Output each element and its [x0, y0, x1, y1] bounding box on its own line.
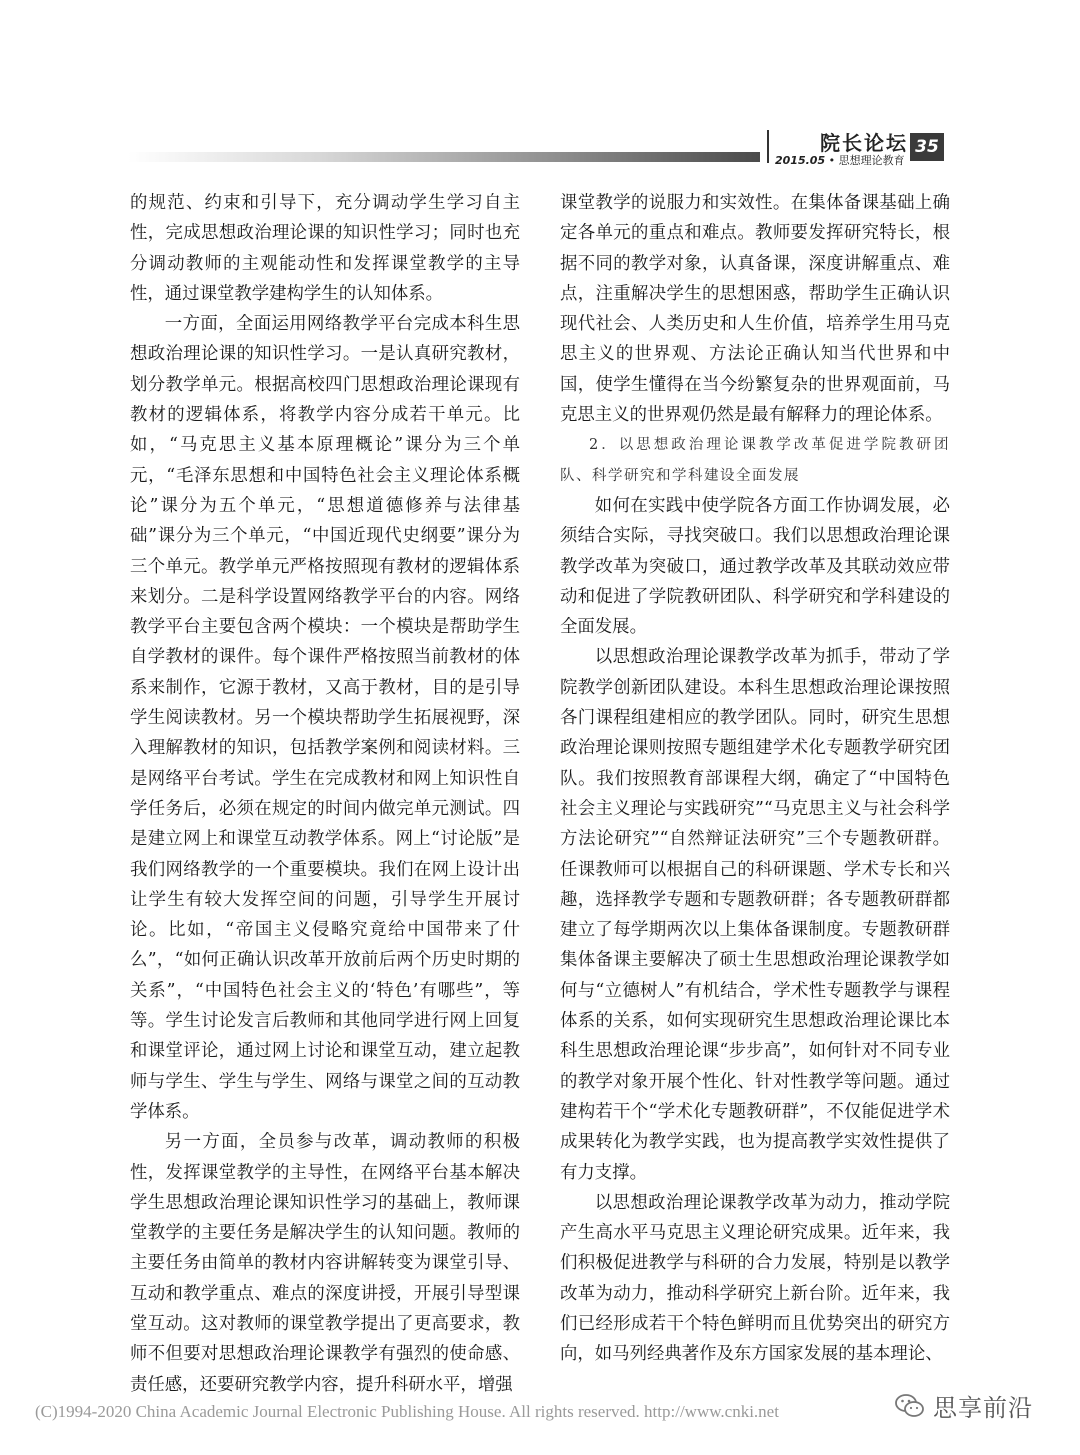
issue-date: 2015.05: [775, 154, 826, 167]
issue-bullet: •: [828, 154, 836, 167]
paragraph: 以思想政治理论课教学改革为动力，推动学院产生高水平马克思主义理论研究成果。近年来，我们积极促进教学与科研的合力发展，特别是以教学改革为动力，推动科学研究上新台阶。近年来，我们已经形成若干个特色鲜明而且优势突出的研究方向，如马列经典著作及东方国家发展的基本理论、: [560, 1192, 950, 1365]
header-divider: [767, 130, 769, 163]
wechat-icon: [895, 1393, 925, 1419]
journal-name: 思想理论教育: [838, 154, 905, 167]
paragraph: 的规范、约束和引导下，充分调动学生学习自主性，完成思想政治理论课的知识性学习；同时也充分调动教师的主观能动性和发挥课堂教学的主导性，通过课堂教学建构学生的认知体系。: [130, 193, 520, 304]
right-column: [560, 188, 950, 1370]
subheading: 2．以思想政治理论课教学改革促进学院教研团队、科学研究和学科建设全面发展: [560, 437, 950, 484]
paragraph: 一方面，全面运用网络教学平台完成本科生思想政治理论课的知识性学习。一是认真研究教材，划分教学单元。根据高校四门思想政治理论课现有教材的逻辑体系，将教学内容分成若干单元。比如，“马克思主义基本原理概论”课分为三个单元，“毛泽东思想和中国特色社会主义理论体系概论”课分为五个单元，“思想道德修养与法律基础”课分为三个单元，“中国近现代史纲要”课分为三个单元。教学单元严格按照现有教材的逻辑体系来划分。二是科学设置网络教学平台的内容。网络教学平台主要包含两个模块：一个模块是帮助学生自学教材的课件。每个课件严格按照当前教材的体系来制作，它源于教材，又高于教材，目的是引导学生阅读教材。另一个模块帮助学生拓展视野，深入理解教材的知识，包括教学案例和阅读材料。三是网络平台考试。学生在完成教材和网上知识性自学任务后，必须在规定的时间内做完单元测试。四是建立网上和课堂互动教学体系。网上“讨论版”是我们网络教学的一个重要模块。我们在网上设计出让学生有较大发挥空间的问题，引导学生开展讨论。比如，“帝国主义侵略究竟给中国带来了什么”，“如何正确认识改革开放前后两个历史时期的关系”，“中国特色社会主义的‘特色’有哪些”，等等。学生讨论发言后教师和其他同学进行网上回复和课堂评论，通过网上讨论和课堂互动，建立起教师与学生、学生与学生、网络与课堂之间的互动教学体系。: [130, 314, 520, 1122]
section-name: 院长论坛: [820, 131, 908, 155]
paragraph: 以思想政治理论课教学改革为抓手，带动了学院教学创新团队建设。本科生思想政治理论课按照各门课程组建相应的教学团队。同时，研究生思想政治理论课则按照专题组建学术化专题教学研究团队。我们按照教育部课程大纲，确定了“中国特色社会主义理论与实践研究”“马克思主义与社会科学方法论研究”“自然辩证法研究”三个专题教研群。任课教师可以根据自己的科研课题、学术专长和兴趣，选择教学专题和专题教研群；各专题教研群都建立了每学期两次以上集体备课制度。专题教研群集体备课主要解决了硕士生思想政治理论课教学如何与“立德树人”有机结合，学术性专题教学与课程体系的关系，如何实现研究生思想政治理论课比本科生思想政治理论课“步步高”，如何针对不同专业的教学对象开展个性化、针对性教学等问题。通过建构若干个“学术化专题教研群”，不仅能促进学术成果转化为教学实践，也为提高教学实效性提供了有力支撑。: [560, 647, 950, 1183]
watermark: [895, 1388, 1033, 1423]
paragraph: 另一方面，全员参与改革，调动教师的积极性，发挥课堂教学的主导性，在网络平台基本解决学生思想政治理论课知识性学习的基础上，教师课堂教学的主要任务是解决学生的认知问题。教师的主要任务由简单的教材内容讲解转变为课堂引导、互动和教学重点、难点的深度讲授，开展引导型课堂互动。这对教师的课堂教学提出了更高要求，教师不但要对思想政治理论课教学有强烈的使命感、责任感，还要研究教学内容，提升科研水平，增强: [130, 1132, 520, 1395]
left-column: [130, 188, 520, 1400]
paragraph: 课堂教学的说服力和实效性。在集体备课基础上确定各单元的重点和难点。教师要发挥研究特长，根据不同的教学对象，认真备课，深度讲解重点、难点，注重解决学生的思想困惑，帮助学生正确认识现代社会、人类历史和人生价值，培养学生用马克思主义的世界观、方法论正确认知当代世界和中国，使学生懂得在当今纷繁复杂的世界观面前，马克思主义的世界观仍然是最有解释力的理论体系。: [560, 193, 950, 426]
paragraph: 如何在实践中使学院各方面工作协调发展，必须结合实际，寻找突破口。我们以思想政治理论课教学改革为突破口，通过教学改革及其联动效应带动和促进了学院教研团队、科学研究和学科建设的全面发展。: [560, 495, 950, 638]
footer-copyright: (C)1994-2020 China Academic Journal Electronic Publishing House. All rights reserved. http://www.cnki.net: [35, 1402, 779, 1421]
issue-line: [775, 152, 905, 168]
header-gradient-bar: [128, 152, 760, 162]
page-number: 35: [910, 133, 944, 161]
watermark-text: 思享前沿: [933, 1394, 1033, 1422]
